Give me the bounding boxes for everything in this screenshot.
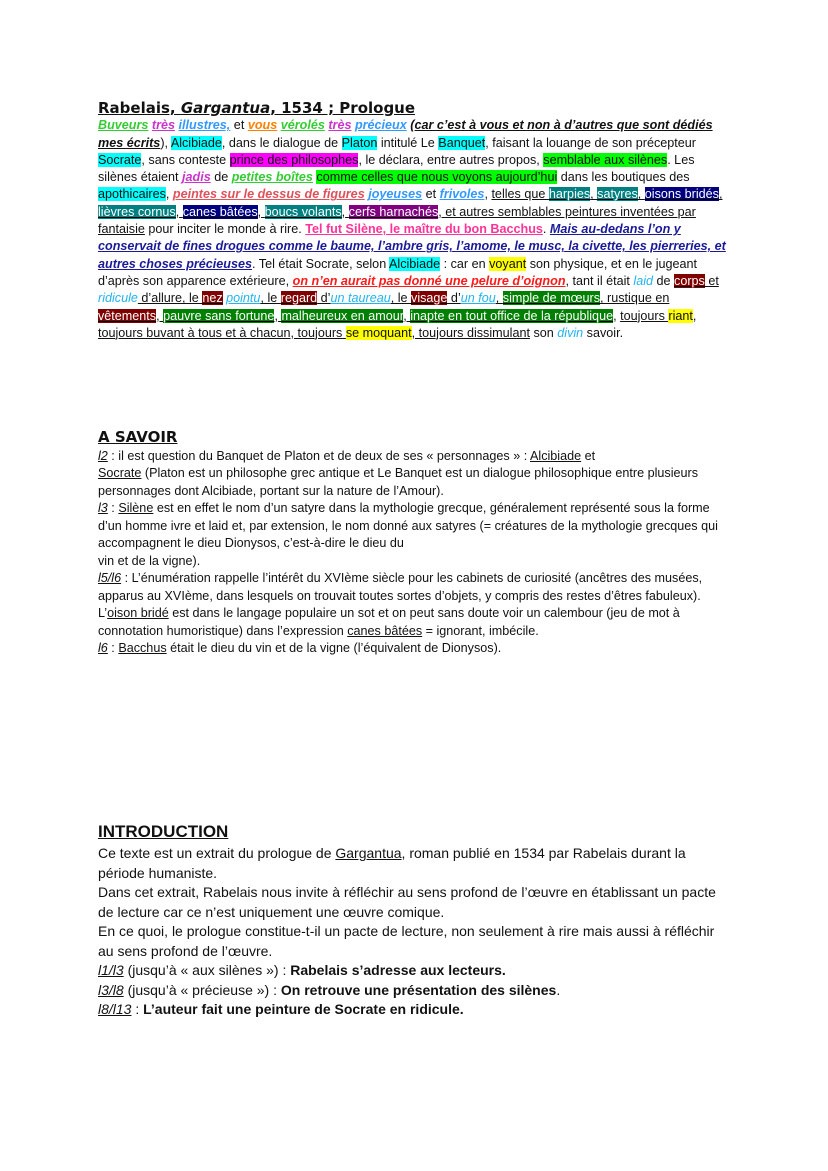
- introduction-section: [98, 820, 733, 1020]
- text-segment: L’auteur fait une peinture de Socrate en ridicule.: [143, 1001, 464, 1017]
- text-segment: ,: [175, 204, 183, 219]
- text-segment: ,: [484, 187, 492, 202]
- text-segment: cerfs harnachés: [348, 204, 439, 219]
- text-segment: , le: [260, 291, 281, 306]
- text-segment: boucs volants: [264, 204, 342, 219]
- text-segment: ,: [403, 308, 411, 323]
- text-segment: un fou: [460, 291, 496, 306]
- text-segment: , sans conteste: [141, 152, 230, 167]
- text-segment: très: [151, 118, 176, 133]
- text-segment: , toujours dissimulant: [411, 325, 530, 340]
- text-segment: :: [107, 641, 119, 655]
- text-segment: ,: [637, 187, 645, 202]
- text-segment: On retrouve une présentation des silènes: [280, 981, 557, 998]
- text-segment: Buveurs: [98, 118, 149, 133]
- text-segment: l6: [98, 641, 108, 655]
- text-segment: et: [581, 448, 596, 463]
- a-savoir-text: [98, 448, 733, 658]
- text-segment: pour inciter le monde à rire.: [144, 222, 306, 237]
- text-segment: nez: [202, 291, 223, 306]
- text-segment: comme celles que nous voyons aujourd’hui: [316, 170, 558, 185]
- text-segment: et: [704, 273, 719, 288]
- text-segment: ,: [613, 308, 621, 323]
- text-segment: est dans le langage populaire un sot et on peut sans doute voir un calembour (jeu de mot à connotation humoristique) dans l’expression: [98, 606, 680, 638]
- text-segment: canes bâtées: [347, 623, 423, 638]
- text-segment: laid: [633, 273, 654, 288]
- prologue-text: [98, 117, 733, 342]
- text-segment: d’: [317, 291, 331, 306]
- text-segment: très: [328, 118, 352, 133]
- text-segment: ,: [341, 204, 349, 219]
- text-segment: toujours: [620, 308, 669, 323]
- text-segment: Bacchus: [118, 641, 167, 655]
- text-segment: , le déclara, entre autres propos,: [358, 152, 544, 167]
- text-segment: apothicaires: [98, 187, 166, 202]
- text-segment: . Les silènes étaient: [98, 152, 695, 185]
- text-segment: canes bâtées: [182, 204, 258, 219]
- text-segment: malheureux en amour: [281, 308, 404, 323]
- text-segment: = ignorant, imbécile.: [422, 623, 539, 638]
- text-segment: prince des philosophes: [229, 152, 359, 167]
- text-segment: lièvres cornus: [98, 204, 176, 219]
- text-segment: semblable aux silènes: [543, 152, 668, 167]
- a-savoir-title: A SAVOIR: [98, 428, 178, 446]
- text-segment: visage: [411, 291, 448, 306]
- text-segment: : il est question du Banquet de Platon et de deux de ses « personnages » :: [107, 448, 531, 463]
- text-segment: et: [422, 187, 440, 202]
- text-segment: ),: [160, 135, 171, 150]
- text-segment: vérolés: [280, 118, 325, 133]
- text-segment: Socrate: [98, 466, 142, 480]
- text-segment: Mais au-dedans l’on y conservait de fines drogues comme le baume, l’ambre gris, l’amome, le musc, la civette, les pierreries, et autres choses précieuses: [98, 222, 726, 271]
- text-segment: (jusqu’à « précieuse ») :: [123, 981, 281, 998]
- text-segment: , rustique en: [600, 291, 670, 306]
- text-segment: se moquant: [345, 325, 412, 340]
- text-segment: frivoles: [439, 187, 485, 202]
- text-segment: illustres,: [178, 118, 231, 133]
- text-segment: harpies: [548, 187, 591, 202]
- text-segment: voyant: [489, 256, 527, 271]
- text-segment: est en effet le nom d’un satyre dans la mythologie grecque, généralement représenté sous la forme d’un homme ivre et laid et, par extension, le nom donné aux satyres (= créatures de la mythologie grecques qui accompagnent le dieu Dionysos, c’est-à-dire le dieu du: [98, 501, 718, 550]
- text-segment: . Tel était Socrate, selon: [252, 256, 389, 271]
- text-segment: Gargantua: [335, 845, 402, 861]
- text-segment: l3: [98, 501, 108, 515]
- text-segment: joyeuses: [368, 187, 423, 202]
- text-segment: savoir.: [583, 325, 624, 340]
- text-segment: son: [529, 325, 558, 340]
- text-segment: de: [210, 170, 232, 185]
- text-segment: ,: [257, 204, 265, 219]
- text-segment: , et autres semblables peintures inventées par fantaisie: [98, 204, 696, 237]
- text-segment: ,: [590, 187, 598, 202]
- text-segment: de: [653, 273, 675, 288]
- text-segment: , le: [390, 291, 412, 306]
- text-segment: Socrate: [98, 152, 142, 167]
- text-segment: telles que: [491, 187, 549, 202]
- text-segment: l2: [98, 448, 108, 463]
- a-savoir-section: [98, 429, 733, 658]
- title-work: Gargantua: [180, 99, 271, 117]
- text-segment: , tant il était: [565, 273, 634, 288]
- text-segment: peintes sur le dessus de figures: [172, 187, 365, 202]
- text-segment: et: [230, 118, 248, 133]
- text-segment: simple de mœurs: [502, 291, 601, 306]
- text-segment: dans les boutiques des: [557, 170, 690, 185]
- introduction-text: [98, 844, 733, 1020]
- text-segment: inapte en tout office de la république: [410, 308, 614, 323]
- text-segment: Rabelais s’adresse aux lecteurs.: [290, 962, 506, 978]
- text-segment: ridicule: [98, 291, 138, 306]
- text-segment: , roman publié en 1534 par Rabelais durant la période humaniste.: [98, 845, 686, 881]
- text-segment: Dans cet extrait, Rabelais nous invite à réfléchir au sens profond de l’œuvre en établissant un pacte de lecture car ce n’est uniquement une œuvre comique.: [98, 884, 716, 920]
- text-segment: Ce texte est un extrait du prologue de: [98, 845, 336, 861]
- text-segment: d’allure, le: [137, 291, 203, 306]
- text-segment: jadis: [182, 170, 211, 185]
- text-segment: (Platon est un philosophe grec antique et Le Banquet est un dialogue philosophique entre plusieurs personnages dont Alcibiade, portant sur la nature de l’Amour).: [98, 466, 699, 498]
- text-segment: Platon: [341, 135, 378, 150]
- text-segment: corps: [674, 273, 705, 288]
- text-segment: divin: [557, 325, 584, 340]
- text-segment: un taureau: [330, 291, 391, 306]
- text-segment: Tel fut Silène, le maître du bon Bacchus: [305, 222, 543, 237]
- title-author: Rabelais,: [98, 99, 181, 117]
- text-segment: Alcibiade: [530, 448, 582, 463]
- text-segment: Alcibiade: [170, 135, 222, 150]
- introduction-title: INTRODUCTION: [98, 822, 229, 841]
- text-segment: Banquet: [438, 135, 486, 150]
- text-segment: l3/l8: [98, 981, 124, 998]
- text-segment: l5/l6: [98, 571, 122, 585]
- text-segment: , faisant la louange de son précepteur: [485, 135, 696, 150]
- text-segment: vous: [247, 118, 278, 133]
- title-date: , 1534 ; Prologue: [270, 99, 416, 117]
- prologue-title: [98, 100, 733, 117]
- text-segment: vin et de la vigne).: [98, 553, 201, 568]
- text-segment: , toujours buvant à tous et à chacun, toujours: [98, 308, 697, 340]
- text-segment: l1/l3: [98, 962, 124, 978]
- text-segment: pauvre sans fortune: [163, 308, 275, 323]
- text-segment: Alcibiade: [389, 256, 441, 271]
- text-segment: regard: [280, 291, 318, 306]
- text-segment: , dans le dialogue de: [221, 135, 342, 150]
- text-segment: satyres: [597, 187, 638, 202]
- text-segment: ,: [274, 308, 282, 323]
- text-segment: petites boîtes: [231, 170, 313, 185]
- text-segment: : L’énumération rappelle l’intérêt du XVIème siècle pour les cabinets de curiosité (ancêtres des musées, apparus au XVIème, dans lesquels on trouvait toutes sortes d’objets, y compris des restes d’êtres fabuleux).: [98, 571, 703, 603]
- text-segment: (jusqu’à « aux silènes ») :: [123, 962, 291, 978]
- text-segment: intitulé Le: [377, 135, 439, 150]
- text-segment: (car c’est à vous et non à d’autres que sont dédiés mes écrits: [98, 118, 713, 150]
- text-segment: L’: [98, 606, 108, 620]
- text-segment: ,: [718, 187, 723, 202]
- text-segment: oisons bridés: [644, 187, 719, 202]
- text-segment: son physique, et en le jugeant d’après son apparence extérieure,: [98, 256, 698, 288]
- text-segment: oison bridé: [107, 606, 169, 620]
- text-segment: ,: [156, 308, 164, 323]
- text-segment: d’: [447, 291, 461, 306]
- text-segment: riant: [668, 308, 693, 323]
- text-segment: vêtements: [98, 308, 157, 323]
- prologue-section: [98, 100, 733, 342]
- text-segment: : car en: [440, 256, 490, 271]
- text-segment: Silène: [118, 501, 154, 515]
- text-segment: précieux: [354, 118, 407, 133]
- text-segment: on n’en aurait pas donné une pelure d’oignon: [292, 273, 566, 288]
- text-segment: .: [542, 222, 550, 237]
- text-segment: était le dieu du vin et de la vigne (l’équivalent de Dionysos).: [166, 641, 502, 655]
- text-segment: ,: [165, 187, 173, 202]
- text-segment: ,: [495, 291, 503, 306]
- text-segment: :: [107, 501, 119, 515]
- text-segment: :: [131, 1001, 144, 1017]
- text-segment: l8/l13: [98, 1001, 132, 1017]
- text-segment: En ce quoi, le prologue constitue-t-il un pacte de lecture, non seulement à rire mais aussi à réfléchir au sens profond de l’œuvre.: [98, 923, 715, 959]
- text-segment: .: [556, 981, 561, 998]
- text-segment: pointu: [226, 291, 261, 306]
